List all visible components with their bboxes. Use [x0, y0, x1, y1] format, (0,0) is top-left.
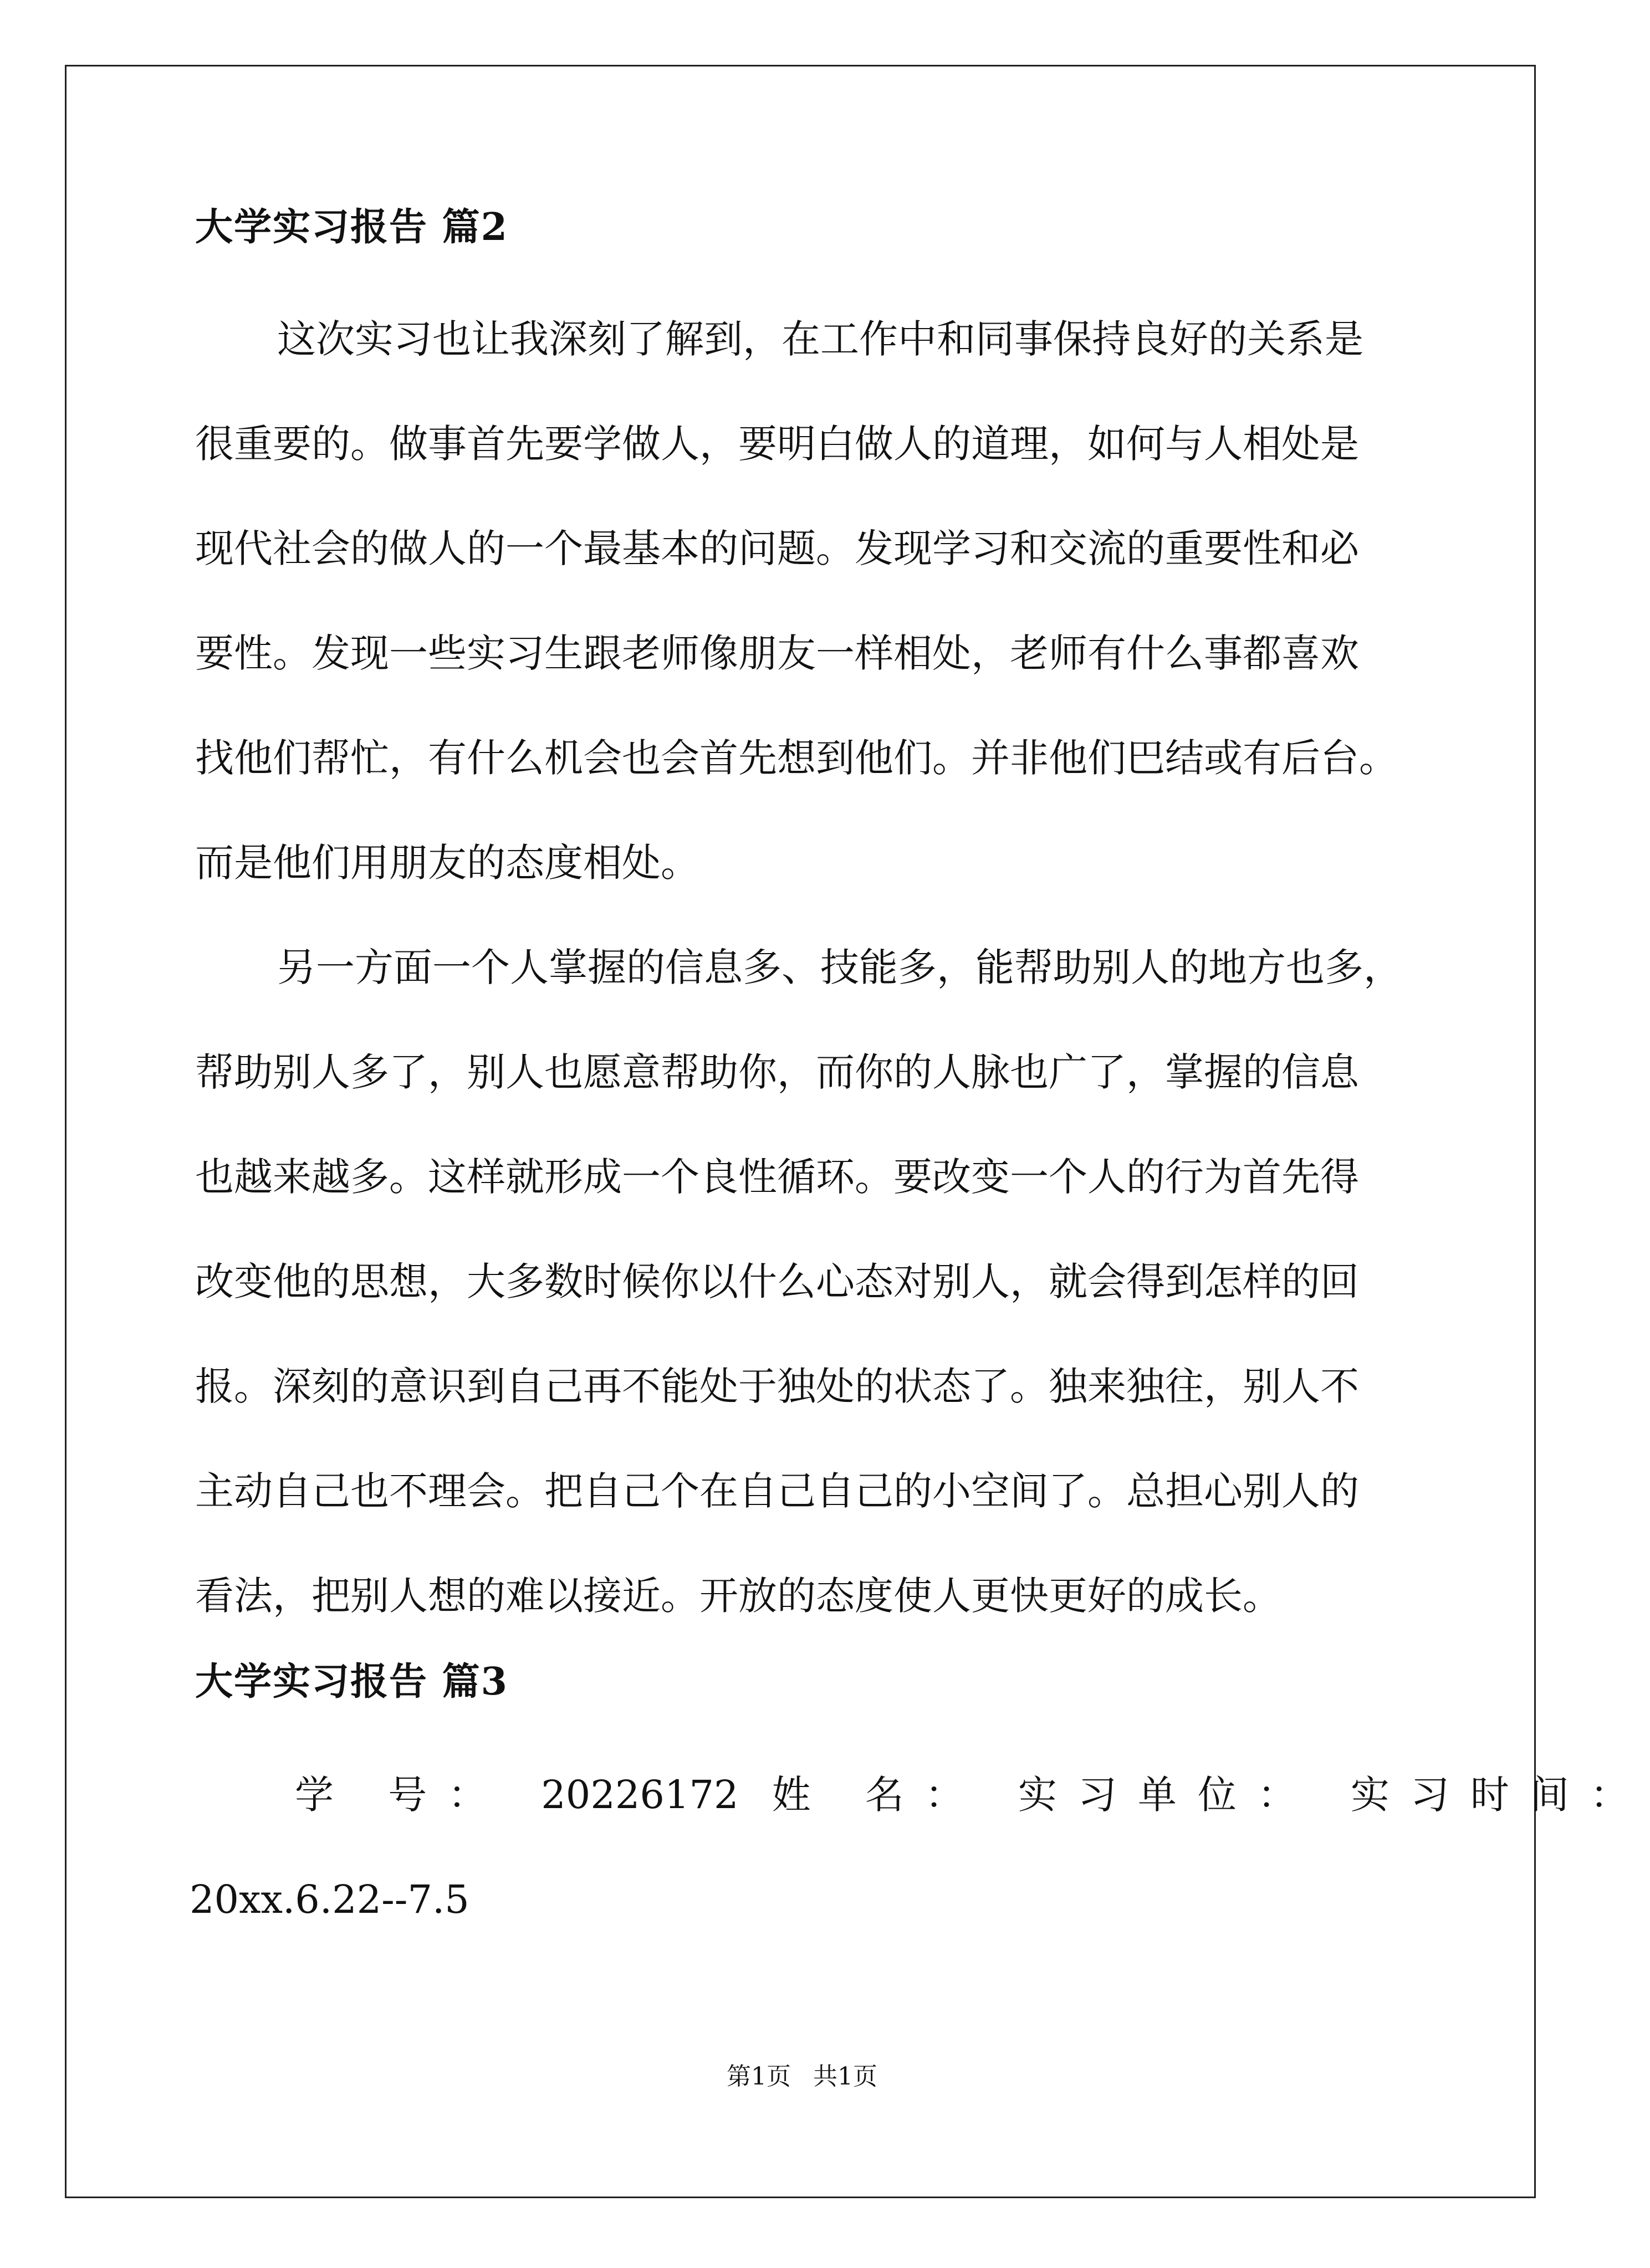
paragraph-line: 报。深刻的意识到自己再不能处于独处的状态了。独来独往，别人不 — [195, 1364, 1359, 1409]
student-id-value: 20226172 — [541, 1772, 739, 1818]
paragraph-line: 要性。发现一些实习生跟老师像朋友一样相处，老师有什么事都喜欢 — [195, 631, 1359, 676]
page-number: 第1页 — [727, 2062, 791, 2091]
paragraph-line: 找他们帮忙，有什么机会也会首先想到他们。并非他们巴结或有后台。 — [195, 735, 1398, 781]
student-id-label: 学 号： — [295, 1772, 508, 1818]
intern-info-row — [195, 1743, 1650, 1847]
paragraph-line: 现代社会的做人的一个最基本的问题。发现学习和交流的重要性和必 — [195, 526, 1359, 571]
page-total: 共1页 — [813, 2062, 877, 2091]
name-label: 姓 名： — [772, 1772, 985, 1818]
intern-time-value: 20xx.6.22--7.5 — [190, 1877, 469, 1922]
paragraph-2 — [195, 915, 1414, 1648]
paragraph-line: 帮助别人多了，别人也愿意帮助你，而你的人脉也广了，掌握的信息 — [195, 1049, 1359, 1095]
section-title-2: 大学实习报告 篇2 — [195, 205, 508, 249]
time-label: 实习时间： — [1350, 1772, 1650, 1818]
paragraph-line: 这次实习也让我深刻了解到，在工作中和同事保持良好的关系是 — [277, 316, 1363, 362]
paragraph-line: 改变他的思想，大多数时候你以什么心态对别人，就会得到怎样的回 — [195, 1259, 1359, 1304]
paragraph-line: 也越来越多。这样就形成一个良性循环。要改变一个人的行为首先得 — [195, 1154, 1359, 1200]
document-body — [190, 205, 1650, 1952]
paragraph-line: 看法，把别人想的难以接近。开放的态度使人更快更好的成长。 — [195, 1573, 1281, 1619]
paragraph-line: 而是他们用朋友的态度相处。 — [195, 840, 699, 885]
page-footer — [0, 2061, 1604, 2092]
section-title-3: 大学实习报告 篇3 — [195, 1660, 508, 1704]
paragraph-line: 很重要的。做事首先要学做人，要明白做人的道理，如何与人相处是 — [195, 421, 1359, 467]
paragraph-line: 主动自己也不理会。把自己个在自己自己的小空间了。总担心别人的 — [195, 1468, 1359, 1514]
unit-label: 实习单位： — [1018, 1772, 1317, 1818]
paragraph-1 — [195, 287, 1414, 915]
paragraph-line: 另一方面一个人掌握的信息多、技能多，能帮助别人的地方也多， — [277, 945, 1402, 990]
